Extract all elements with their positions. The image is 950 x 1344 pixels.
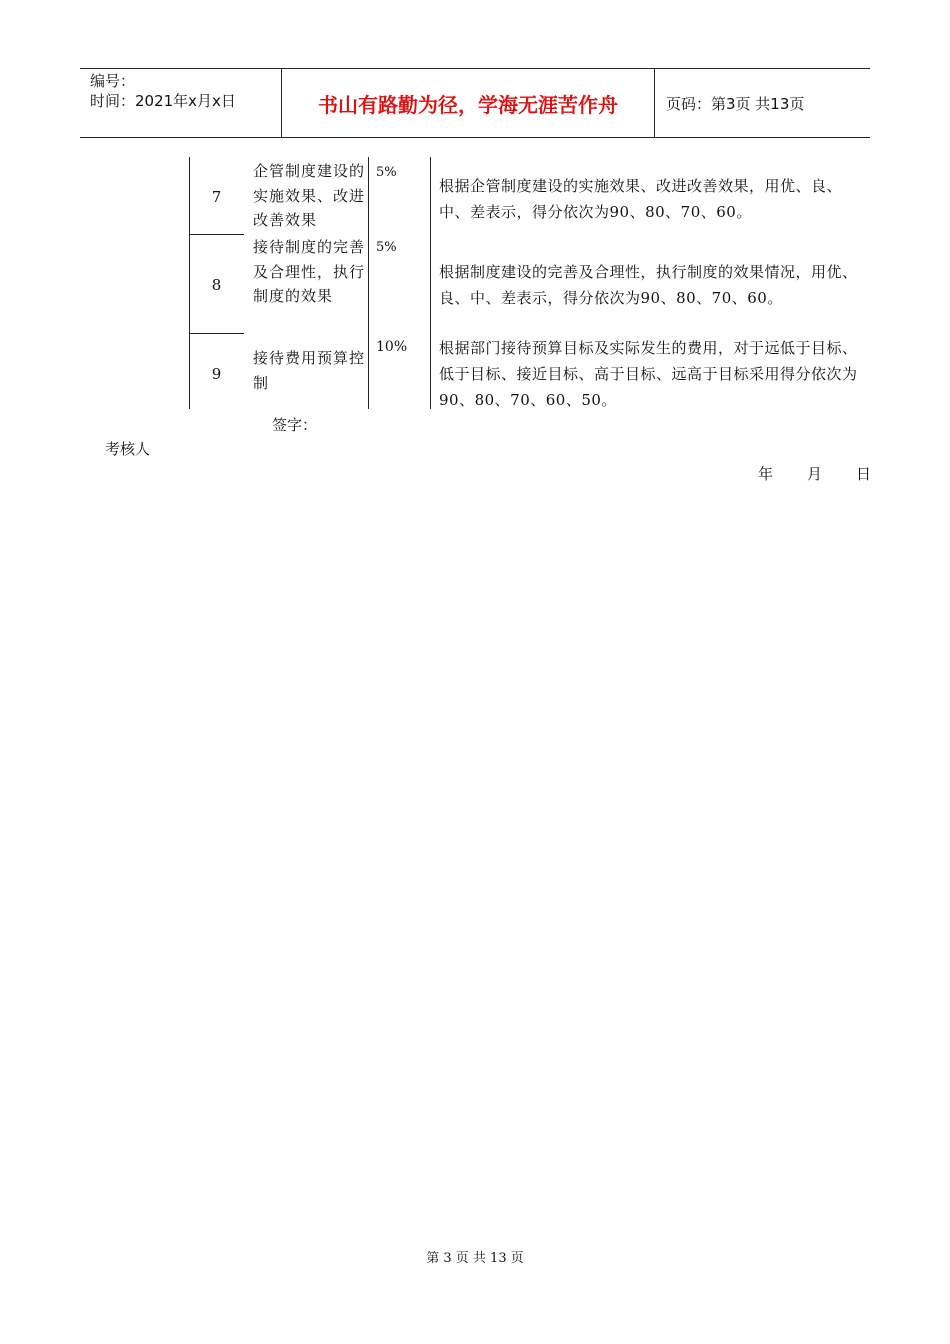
page-header — [80, 68, 870, 138]
header-motto: 书山有路勤为径，学海无涯苦作舟 — [318, 93, 618, 117]
table-row-description: 根据企管制度建设的实施效果、改进改善效果，用优、良、中、差表示，得分依次为90、80、70、60。 — [439, 177, 843, 221]
assessor-label: 考核人 — [105, 440, 151, 458]
row-divider — [189, 234, 244, 235]
header-meta — [90, 71, 236, 111]
table-row-weight: 5% — [376, 165, 397, 180]
date-day-label: 日 — [856, 465, 872, 483]
header-divider — [654, 69, 655, 137]
table-border — [368, 157, 369, 409]
table-row-number: 7 — [211, 188, 222, 206]
table-row-item: 接待费用预算控制 — [253, 349, 366, 392]
assessment-table — [189, 157, 870, 409]
row-divider — [189, 333, 244, 334]
document-time-label: 时间：2021年x月x日 — [90, 92, 236, 110]
table-border — [430, 157, 431, 409]
date-year-label: 年 — [758, 465, 774, 483]
table-row-description: 根据部门接待预算目标及实际发生的费用，对于远低于目标、低于目标、接近目标、高于目标、远高于目标采用得分依次为90、80、70、60、50。 — [439, 339, 858, 409]
page-footer: 第 3 页 共 13 页 — [426, 1251, 524, 1266]
table-row-description: 根据制度建设的完善及合理性，执行制度的效果情况，用优、良、中、差表示，得分依次为90、80、70、60。 — [439, 263, 858, 307]
document-number-label: 编号： — [90, 72, 136, 90]
table-row-weight: 10% — [376, 339, 408, 355]
date-month-label: 月 — [807, 465, 823, 483]
table-row-item: 接待制度的完善及合理性，执行制度的效果 — [253, 238, 366, 305]
date-line — [758, 463, 871, 484]
header-page-indicator: 页码：第3页 共13页 — [666, 95, 805, 113]
table-row-weight: 5% — [376, 240, 397, 255]
table-row-item: 企管制度建设的实施效果、改进改善效果 — [253, 162, 366, 229]
table-row-number: 9 — [211, 365, 222, 383]
signature-label: 签字： — [272, 416, 318, 434]
table-row-number: 8 — [211, 276, 222, 294]
